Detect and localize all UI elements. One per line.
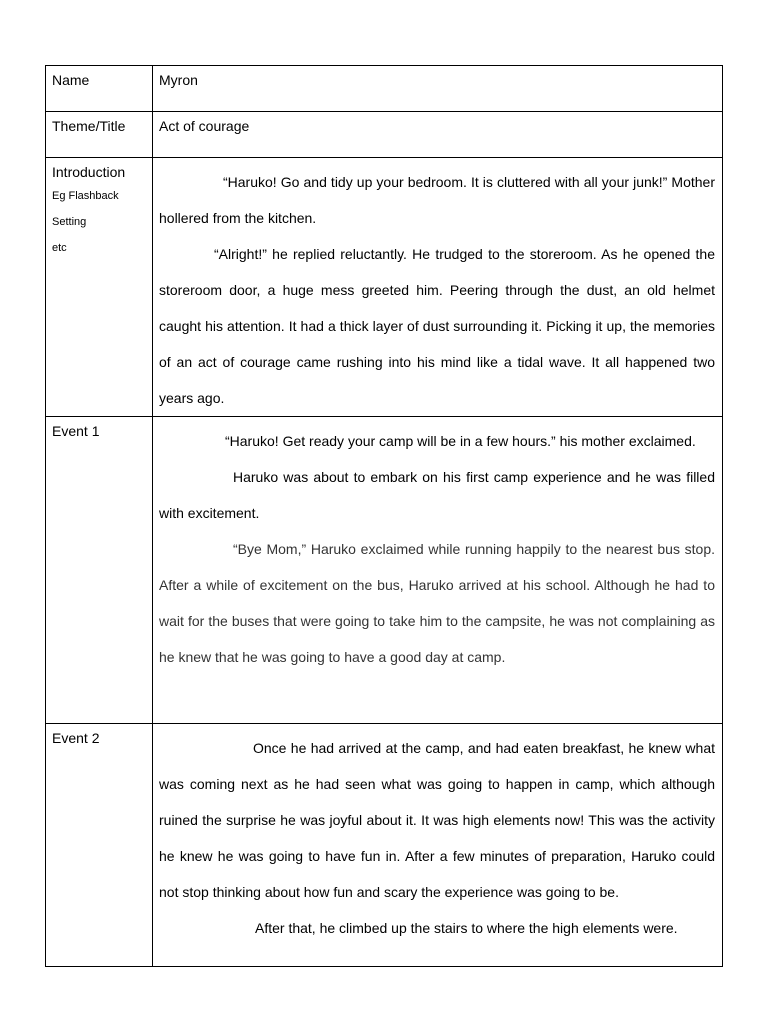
document-page — [45, 65, 723, 967]
event1-row — [46, 417, 723, 724]
name-label: Name — [46, 66, 153, 112]
event2-content — [153, 724, 723, 967]
theme-row — [46, 112, 723, 158]
note-etc: etc — [52, 242, 67, 254]
introduction-row — [46, 158, 723, 417]
name-value: Myron — [153, 66, 723, 112]
introduction-label-cell — [46, 158, 153, 417]
note-setting: Setting — [52, 216, 87, 228]
event2-row — [46, 724, 723, 967]
event2-paragraph: After that, he climbed up the stairs to where the high elements were. — [255, 920, 678, 936]
event2-paragraph: Once he had arrived at the camp, and had eaten breakfast, he knew what was coming next as he had seen what was going to happen in camp, which although ruined the surprise he was joyful about it. It was high elements now! This was the activity he knew he was going to have fun in. After a few minutes of preparation, Haruko could not stop thinking about how fun and scary the experience was going to be. — [159, 740, 715, 900]
introduction-paragraph: “Alright!” he replied reluctantly. He trudged to the storeroom. As he opened the storeroom door, a huge mess greeted him. Peering through the dust, an old helmet caught his attention. It had a thick layer of dust surrounding it. Picking it up, the memories of an act of courage came rushing into his mind like a tidal wave. It all happened two years ago. — [159, 246, 715, 406]
story-plan-table — [45, 65, 723, 967]
introduction-label: Introduction — [52, 164, 126, 180]
introduction-paragraph: “Haruko! Go and tidy up your bedroom. It is cluttered with all your junk!” Mother hollered from the kitchen. — [159, 174, 715, 226]
event1-paragraph: “Bye Mom,” Haruko exclaimed while running happily to the nearest bus stop. After a while of excitement on the bus, Haruko arrived at his school. Although he had to wait for the buses that were going to take him to the campsite, he was not complaining as he knew that he was going to have a good day at camp. — [159, 541, 715, 665]
event1-paragraph: Haruko was about to embark on his first camp experience and he was filled with excitement. — [159, 469, 715, 521]
introduction-content — [153, 158, 723, 417]
theme-label: Theme/Title — [46, 112, 153, 158]
event2-label: Event 2 — [46, 724, 153, 967]
note-flashback: Eg Flashback — [52, 190, 119, 202]
event1-label: Event 1 — [46, 417, 153, 724]
theme-value: Act of courage — [153, 112, 723, 158]
event1-paragraph: “Haruko! Get ready your camp will be in a few hours.” his mother exclaimed. — [225, 433, 696, 449]
event1-content — [153, 417, 723, 724]
name-row — [46, 66, 723, 112]
